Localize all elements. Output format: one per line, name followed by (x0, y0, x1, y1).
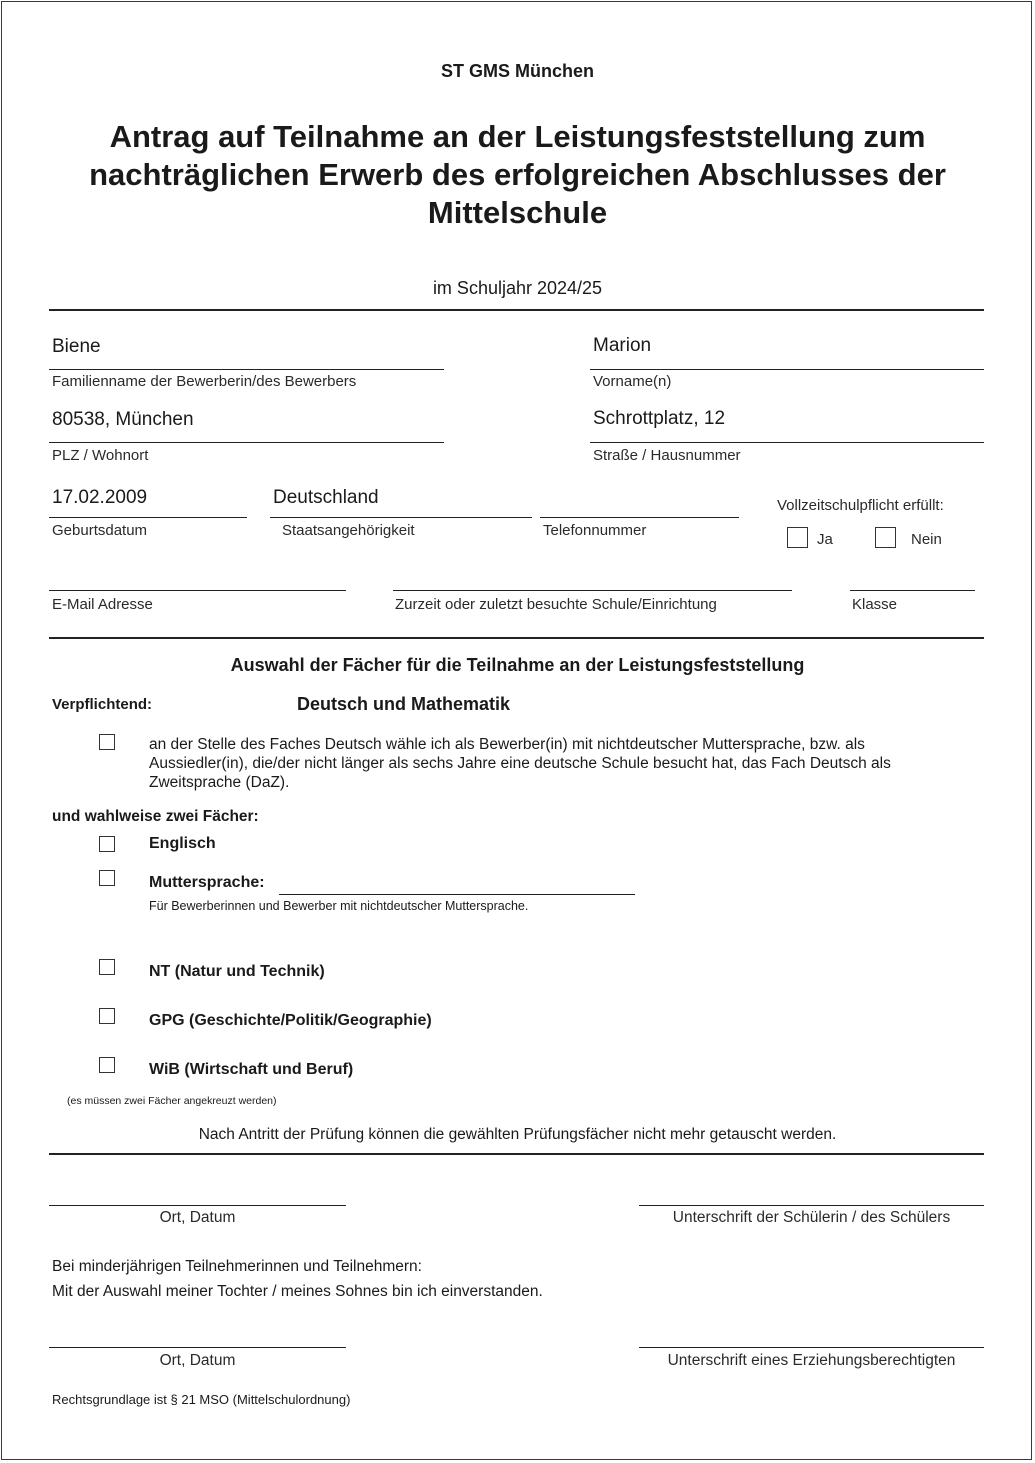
mother-tongue-note: Für Bewerberinnen und Bewerber mit nichtdeutscher Muttersprache. (149, 899, 529, 913)
firstname-label: Vorname(n) (593, 373, 672, 390)
city-label: PLZ / Wohnort (52, 447, 149, 464)
nationality-label: Staatsangehörigkeit (282, 522, 415, 539)
form-title: Antrag auf Teilnahme an der Leistungsfeststellung zum nachträglichen Erwerb des erfolgreichen Abschlusses der Mittelschule (89, 119, 946, 230)
mother-tongue-line[interactable] (279, 894, 635, 895)
legal-basis: Rechtsgrundlage ist § 21 MSO (Mittelschulordnung) (52, 1392, 351, 1407)
gpg-label: GPG (Geschichte/Politik/Geographie) (149, 1012, 432, 1029)
phone-label: Telefonnummer (543, 522, 647, 539)
class-label: Klasse (852, 596, 898, 613)
birthdate-line (49, 517, 247, 518)
surname-value[interactable]: Biene (52, 336, 101, 357)
two-subjects-note: (es müssen zwei Fächer angekreuzt werden) (67, 1095, 277, 1107)
english-checkbox[interactable] (99, 836, 115, 852)
nationality-value[interactable]: Deutschland (273, 487, 379, 508)
compulsory-label: Vollzeitschulpflicht erfüllt: (777, 497, 944, 514)
nationality-line (270, 517, 532, 518)
daz-checkbox[interactable] (99, 734, 115, 750)
surname-label: Familienname der Bewerberin/des Bewerbers (52, 373, 357, 390)
city-line (49, 442, 444, 443)
signature-divider (49, 1153, 984, 1155)
place-date-line-2[interactable] (49, 1347, 346, 1348)
firstname-value[interactable]: Marion (593, 335, 652, 356)
wib-label: WiB (Wirtschaft und Beruf) (149, 1061, 354, 1078)
place-date-label: Ort, Datum (159, 1209, 236, 1226)
exchange-note: Nach Antritt der Prüfung können die gewählten Prüfungsfächer nicht mehr getauscht werden. (198, 1126, 837, 1143)
birthdate-label: Geburtsdatum (52, 522, 148, 539)
nt-label: NT (Natur und Technik) (149, 963, 325, 980)
english-label: Englisch (149, 835, 216, 852)
surname-line (49, 369, 444, 370)
minor-note-line1: Bei minderjährigen Teilnehmerinnen und Teilnehmern: (52, 1258, 422, 1275)
student-signature-label: Unterschrift der Schülerin / des Schülers (672, 1209, 951, 1226)
nt-checkbox[interactable] (99, 959, 115, 975)
wib-checkbox[interactable] (99, 1057, 115, 1073)
street-line (590, 442, 984, 443)
mandatory-label: Verpflichtend: (52, 696, 153, 713)
header-divider (49, 309, 984, 311)
guardian-signature-label: Unterschrift eines Erziehungsberechtigten (667, 1352, 956, 1369)
place-date-label-2: Ort, Datum (159, 1352, 236, 1369)
email-label: E-Mail Adresse (52, 596, 153, 613)
guardian-signature-line[interactable] (639, 1347, 984, 1348)
mandatory-value: Deutsch und Mathematik (297, 694, 511, 714)
phone-line (540, 517, 739, 518)
compulsory-yes-label: Ja (817, 531, 833, 548)
street-label: Straße / Hausnummer (593, 447, 741, 464)
minor-note-line2: Mit der Auswahl meiner Tochter / meines Sohnes bin ich einverstanden. (52, 1283, 543, 1300)
gpg-checkbox[interactable] (99, 1008, 115, 1024)
class-line[interactable] (850, 590, 975, 591)
street-value[interactable]: Schrottplatz, 12 (593, 408, 726, 429)
mother-tongue-label: Muttersprache: (149, 874, 265, 891)
optional-label: und wahlweise zwei Fächer: (52, 808, 259, 825)
mother-tongue-checkbox[interactable] (99, 870, 115, 886)
school-name: ST GMS München (441, 61, 594, 81)
compulsory-yes-checkbox[interactable] (787, 527, 808, 548)
birthdate-value[interactable]: 17.02.2009 (52, 487, 148, 508)
place-date-line[interactable] (49, 1205, 346, 1206)
email-line[interactable] (49, 590, 346, 591)
student-signature-line[interactable] (639, 1205, 984, 1206)
subjects-heading: Auswahl der Fächer für die Teilnahme an der Leistungsfeststellung (230, 655, 805, 675)
section-divider (49, 637, 984, 639)
daz-text: an der Stelle des Faches Deutsch wähle ich als Bewerber(in) mit nichtdeutscher Muttersprache, bzw. als Aussiedler(in), die/der nicht länger als sechs Jahre eine deutsche Schule besucht hat, das Fach Deutsch als Zweitsprache (DaZ). (149, 736, 891, 791)
compulsory-no-checkbox[interactable] (875, 527, 896, 548)
school-line[interactable] (393, 590, 792, 591)
compulsory-no-label: Nein (911, 531, 942, 548)
city-value[interactable]: 80538, München (52, 409, 194, 430)
school-label: Zurzeit oder zuletzt besuchte Schule/Einrichtung (395, 596, 717, 613)
school-year: im Schuljahr 2024/25 (432, 278, 603, 298)
firstname-line (590, 369, 984, 370)
